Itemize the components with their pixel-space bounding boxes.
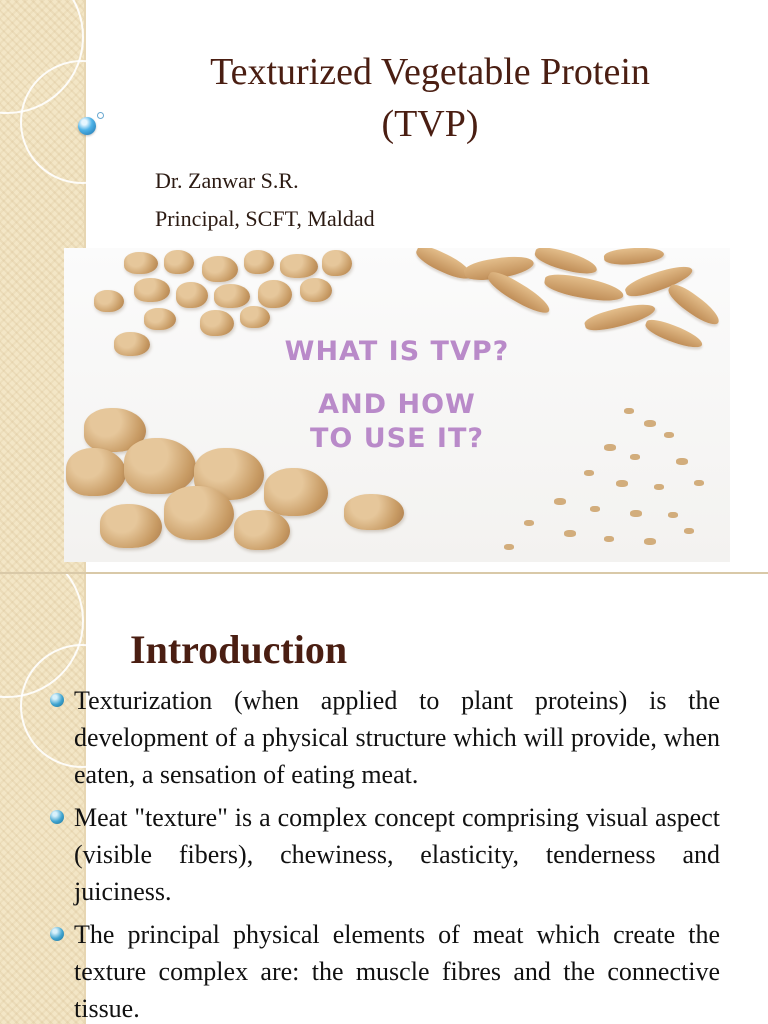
bullet-text: Meat "texture" is a complex concept comprising visual aspect (visible fibers), chewiness, elasticity, tenderness and juiciness. <box>74 803 720 906</box>
bullet-list <box>48 682 720 1024</box>
introduction-slide <box>0 574 768 1024</box>
tvp-chunk <box>264 468 328 516</box>
bullet-item <box>48 799 720 910</box>
tvp-strip <box>484 268 554 319</box>
banner-question-text: WHAT IS TVP? <box>284 336 510 367</box>
tvp-strip <box>583 299 657 335</box>
tvp-crumb <box>584 470 594 476</box>
tvp-crumb <box>644 538 656 545</box>
bullet-orb-icon <box>50 927 64 941</box>
tvp-chunk <box>258 280 292 308</box>
bullet-orb-icon <box>50 810 64 824</box>
tvp-strip <box>533 248 599 278</box>
tvp-chunk <box>202 256 238 282</box>
tvp-crumb <box>616 480 628 487</box>
orb-bullet-icon <box>78 117 96 135</box>
tvp-chunk <box>244 250 274 274</box>
section-title: Introduction <box>130 627 348 672</box>
tvp-chunk <box>240 306 270 328</box>
tvp-strip <box>413 248 475 284</box>
bullet-text: Texturization (when applied to plant proteins) is the development of a physical structure which will provide, when eaten, a sensation of eating meat. <box>74 686 720 789</box>
tvp-crumb <box>590 506 600 512</box>
tvp-crumb <box>524 520 534 526</box>
tvp-chunk <box>134 278 170 302</box>
tvp-crumb <box>654 484 664 490</box>
tvp-chunk <box>200 310 234 336</box>
tvp-chunk <box>164 250 194 274</box>
tvp-crumb <box>564 530 576 537</box>
tvp-chunk <box>176 282 208 308</box>
tvp-strip <box>603 248 664 267</box>
tvp-chunk <box>94 290 124 312</box>
banner-subtitle-line-1: AND HOW <box>318 389 476 420</box>
author-role: Principal, SCFT, Maldad <box>155 206 375 231</box>
banner-subtitle-text <box>64 388 730 456</box>
slide-title <box>120 46 740 150</box>
tvp-banner-image <box>64 248 730 562</box>
tvp-strip <box>664 280 723 329</box>
tvp-chunk <box>214 284 250 308</box>
tvp-crumb <box>604 536 614 542</box>
tvp-crumb <box>504 544 514 550</box>
tvp-crumb <box>676 458 688 465</box>
small-orb-icon <box>97 112 104 119</box>
bullet-text: The principal physical elements of meat which create the texture complex are: the muscle fibres and the connective tissue. <box>74 920 720 1023</box>
tvp-chunk <box>144 308 176 330</box>
tvp-chunk <box>280 254 318 278</box>
title-line-1: Texturized Vegetable Protein <box>210 51 650 93</box>
bullet-item <box>48 916 720 1024</box>
tvp-crumb <box>694 480 704 486</box>
tvp-chunk <box>300 278 332 302</box>
tvp-crumb <box>668 512 678 518</box>
banner-subtitle-line-2: TO USE IT? <box>309 423 485 454</box>
title-line-2: (TVP) <box>381 103 479 145</box>
bullet-item <box>48 682 720 793</box>
tvp-chunk <box>124 252 158 274</box>
tvp-crumb <box>630 510 642 517</box>
tvp-chunk <box>322 250 352 276</box>
tvp-chunk <box>100 504 162 548</box>
tvp-chunk <box>164 486 234 540</box>
tvp-chunk <box>344 494 404 530</box>
tvp-strip <box>543 271 625 305</box>
bullet-orb-icon <box>50 693 64 707</box>
tvp-crumb <box>684 528 694 534</box>
author-name: Dr. Zanwar S.R. <box>155 168 299 193</box>
tvp-chunk <box>234 510 290 550</box>
tvp-crumb <box>554 498 566 505</box>
